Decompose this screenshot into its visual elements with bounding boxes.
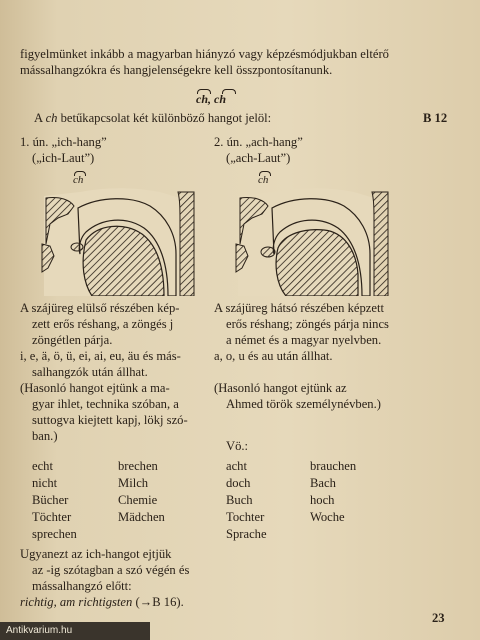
right-desc-1: A szájüreg hátsó részében képzett [214,301,384,315]
right-desc-4: a, o, u és au után állhat. [214,349,333,363]
compare-word: doch [226,476,251,490]
compare-word: Milch [118,476,149,490]
ich-laut-diagram [40,184,196,296]
footer-note-1: Ugyanezt az ich-hangot ejtjük [20,547,172,561]
left-heading-sub: („ich-Laut”) [32,151,95,165]
ligature-arc [74,171,86,176]
left-desc-4: i, e, ä, ö, ü, ei, ai, eu, äu és más- [20,349,181,363]
compare-word: Tochter [226,510,265,524]
left-note-3: suttogva kiejtett kapj, lökj szó- [32,413,188,427]
left-heading: 1. ún. „ich-hang” [20,135,107,149]
footer-note-3: mássalhangzó előtt: [32,579,132,593]
right-note-2: Ahmed török személynévben.) [226,397,381,411]
right-desc-3: a német és a magyar nyelvben. [226,333,382,347]
compare-word: Töchter [32,510,72,524]
compare-word: Chemie [118,493,158,507]
compare-word: Buch [226,493,253,507]
ligature-arc [222,89,236,94]
left-desc-1: A szájüreg elülső részében kép- [20,301,180,315]
compare-word: hoch [310,493,335,507]
right-heading: 2. ún. „ach-hang” [214,135,303,149]
watermark: Antikvarium.hu [0,622,150,640]
left-note-2: gyar ihlet, technika szóban, a [32,397,179,411]
compare-word: Sprache [226,527,267,541]
left-desc-5: salhangzók után állhat. [32,365,148,379]
compare-word: Bücher [32,493,69,507]
ligature-arc [259,171,271,176]
compare-word: sprechen [32,527,77,541]
left-desc-3: zöngétlen párja. [32,333,113,347]
left-note-1: (Hasonló hangot ejtünk a ma- [20,381,170,395]
left-symbol: ch [73,174,84,186]
compare-word: echt [32,459,53,473]
compare-word: Woche [310,510,345,524]
compare-word: brechen [118,459,158,473]
page-number: 23 [432,611,445,625]
footer-note-4: richtig, am richtigsten (→B 16). [20,595,184,609]
compare-word: nicht [32,476,58,490]
section-lead: A ch betűkapcsolat két különböző hangot jelöl: [34,111,272,125]
ach-laut-diagram [234,184,390,296]
left-desc-2: zett erős réshang, a zöngés j [32,317,174,331]
compare-label: Vö.: [226,439,249,453]
right-desc-2: erős réshang; zöngés párja nincs [226,317,389,331]
right-heading-sub: („ach-Laut”) [226,151,291,165]
section-symbol: ch, ch [196,92,226,106]
intro-line-2: mássalhangzókra és hangjelenségekre kell összpontosítanunk. [20,63,333,77]
footer-note-2: az -ig szótagban a szó végén és [32,563,190,577]
right-note-1: (Hasonló hangot ejtünk az [214,381,347,395]
compare-word: Mädchen [118,510,165,524]
right-symbol: ch [258,174,269,186]
ligature-arc [197,89,211,94]
section-label: B 12 [423,111,448,125]
compare-word: brauchen [310,459,357,473]
compare-word: acht [226,459,247,473]
intro-line-1: figyelmünket inkább a magyarban hiányzó vagy képzésmódjukban eltérő [20,47,389,61]
compare-word: Bach [310,476,336,490]
left-note-4: ban.) [32,429,58,443]
